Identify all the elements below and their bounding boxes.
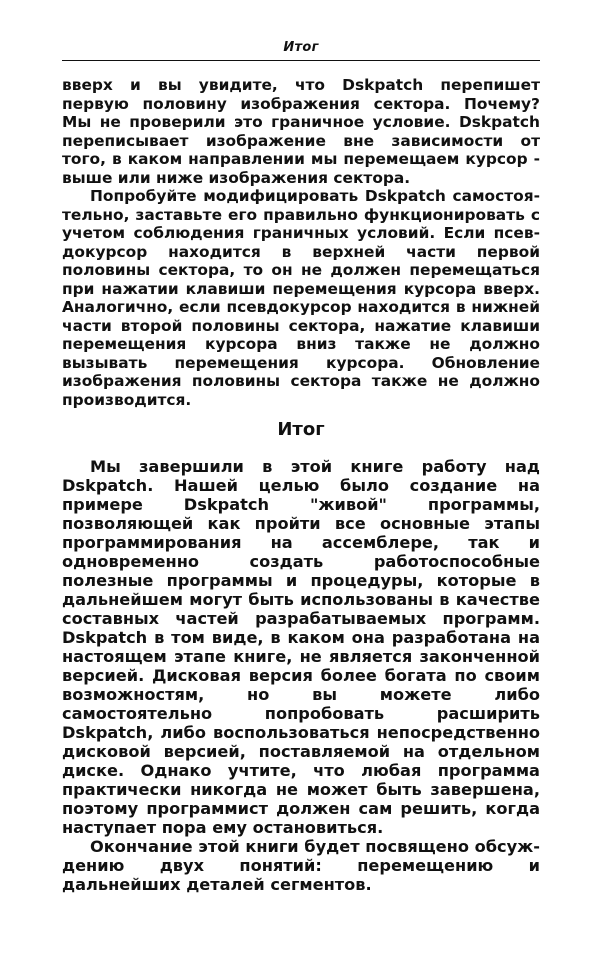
paragraph-modify-suggestion: Попробуйте модифицировать Dskpatch самостоятельно, заставьте его правильно функционировать с учетом соблюдения граничных условий. Если псевдокурсор находится в верхней части первой половины сектора, то он не должен перемещаться при нажатии клавиши перемещения курсора вверх. Аналогично, если псевдокурсор находится в нижней части второй половины сектора, нажатие клавиши перемещения курсора вниз также не должно вызывать перемещения курсора. Обновление изображения половины сектора также не должно производится. [62, 187, 540, 409]
header-rule [62, 60, 540, 61]
paragraph-continued: вверх и вы увидите, что Dskpatch перепишет первую половину изображения сектора. Почему? Мы не проверили это граничное условие. Dskpatch переписывает изображение вне зависимости от того, в каком направлении мы перемещаем курсор - выше или ниже изображения сектора. [62, 76, 540, 187]
section-heading: Итог [277, 419, 325, 440]
running-header-title: Итог [283, 40, 319, 55]
paragraph-closing: Окончание этой книги будет посвящено обсуждению двух понятий: перемещению и дальнейших деталей сегментов. [62, 837, 540, 894]
paragraph-summary: Мы завершили в этой книге работу над Dskpatch. Нашей целью было создание на примере Dskpatch "живой" программы, позволяющей как пройти все основные этапы программирования на ассемблере, так и одновременно создать работоспособные полезные программы и процедуры, которые в дальнейшем могут быть использованы в качестве составных частей разрабатываемых программ. Dskpatch в том виде, в каком она разработана на настоящем этапе книге, не является законченной версией. Дисковая версия более богата по своим возможностям, но вы можете либо самостоятельно попробовать расширить Dskpatch, либо воспользоваться непосредственно дисковой версией, поставляемой на отдельном диске. Однако учтите, что любая программа практически никогда не может быть завершена, поэтому программист должен сам решить, когда наступает пора ему остановиться. [62, 457, 540, 837]
body-text [62, 76, 540, 894]
